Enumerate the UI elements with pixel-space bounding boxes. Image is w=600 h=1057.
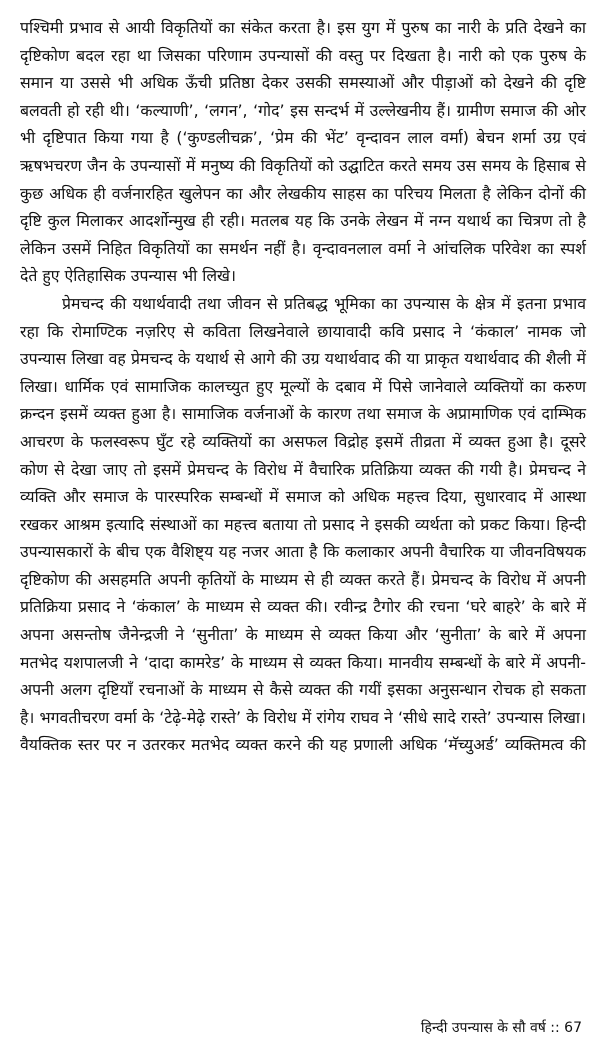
paragraph-2: प्रेमचन्द की यथार्थवादी तथा जीवन से प्रतिबद्ध भूमिका का उपन्यास के क्षेत्र में इतना प्रभाव रहा कि रोमाण्टिक नज़रिए से कविता लिखनेवाले छायावादी कवि प्रसाद ने ‘कंकाल’ नामक जो उपन्यास लिखा वह प्रेमचन्द के यथार्थ से आगे की उग्र यथार्थवाद की या प्राकृत यथार्थवाद की शैली में लिखा। धार्मिक एवं सामाजिक कालच्युत हुए मूल्यों के दबाव में पिसे जानेवाले व्यक्तियों का करुण क्रन्दन इसमें व्यक्त हुआ है। सामाजिक वर्जनाओं के कारण तथा समाज के अप्रामाणिक एवं दाम्भिक आचरण के फलस्वरूप घुँट रहे व्यक्तियों का असफल विद्रोह इसमें तीव्रता में व्यक्त हुआ है। दूसरे कोण से देखा जाए तो इसमें प्रेमचन्द के विरोध में वैचारिक प्रतिक्रिया व्यक्त की गयी है। प्रेमचन्द ने व्यक्ति और समाज के पारस्परिक सम्बन्धों में समाज को अधिक महत्त्व दिया, सुधारवाद में आस्था रखकर आश्रम इत्यादि संस्थाओं का महत्त्व बताया तो प्रसाद ने इसकी व्यर्थता को प्रकट किया। हिन्दी उपन्यासकारों के बीच एक वैशिष्ट्य यह नजर आता है कि कलाकार अपनी वैचारिक या जीवनविषयक दृष्टिकोण की असहमति अपनी कृतियों के माध्यम से ही व्यक्त करते हैं। प्रेमचन्द के विरोध में अपनी प्रतिक्रिया प्रसाद ने ‘कंकाल’ के माध्यम से व्यक्त की। रवीन्द्र टैगोर की रचना ‘घरे बाहरे’ के बारे में अपना असन्तोष जैनेन्द्रजी ने ‘सुनीता’ के माध्यम से व्यक्त किया और ‘सुनीता’ के बारे में अपना मतभेद यशपालजी ने ‘दादा कामरेड’ के माध्यम से व्यक्त किया। मानवीय सम्बन्धों के बारे में अपनी-अपनी अलग दृष्टियाँ रचनाओं के माध्यम से कैसे व्यक्त की गयीं इसका अनुसन्धान रोचक हो सकता है। भगवतीचरण वर्मा के ‘टेढ़े-मेढ़े रास्ते’ के विरोध में रांगेय राघव ने ‘सीधे सादे रास्ते’ उपन्यास लिखा। वैयक्तिक स्तर पर न उतरकर मतभेद व्यक्त करने की यह प्रणाली अधिक ‘मॅच्युअर्ड’ व्यक्तिमत्व की bbox=[20, 293, 586, 755]
page-footer: हिन्दी उपन्यास के सौ वर्ष :: 67 bbox=[420, 1020, 582, 1036]
paragraph-1: पश्चिमी प्रभाव से आयी विकृतियों का संकेत करता है। इस युग में पुरुष का नारी के प्रति देखने का दृष्टिकोण बदल रहा था जिसका परिणाम उपन्यासों की वस्तु पर दिखता है। नारी को एक पुरुष के समान या उससे भी अधिक ऊँची प्रतिष्ठा देकर उसकी समस्याओं और पीड़ाओं को देखने की दृष्टि बलवती हो रही थी। ‘कल्याणी’, ‘लगन’, ‘गोद’ इस सन्दर्भ में उल्लेखनीय हैं। ग्रामीण समाज की ओर भी दृष्टिपात किया गया है (‘कुण्डलीचक्र’, ‘प्रेम की भेंट’ वृन्दावन लाल वर्मा) बेचन शर्मा उग्र एवं ऋषभचरण जैन के उपन्यासों में मनुष्य की विकृतियों को उद्घाटित करते समय उस समय के हिसाब से कुछ अधिक ही वर्जनारहित खुलेपन का और लेखकीय साहस का परिचय मिलता है लेकिन दोनों की दृष्टि कुल मिलाकर आदर्शोन्मुख ही रही। मतलब यह कि उनके लेखन में नग्न यथार्थ का चित्रण तो है लेकिन उसमें निहित विकृतियों का समर्थन नहीं है। वृन्दावनलाल वर्मा ने आंचलिक परिवेश का स्पर्श देते हुए ऐतिहासिक उपन्यास भी लिखे। bbox=[20, 18, 586, 286]
book-page bbox=[20, 14, 586, 1014]
